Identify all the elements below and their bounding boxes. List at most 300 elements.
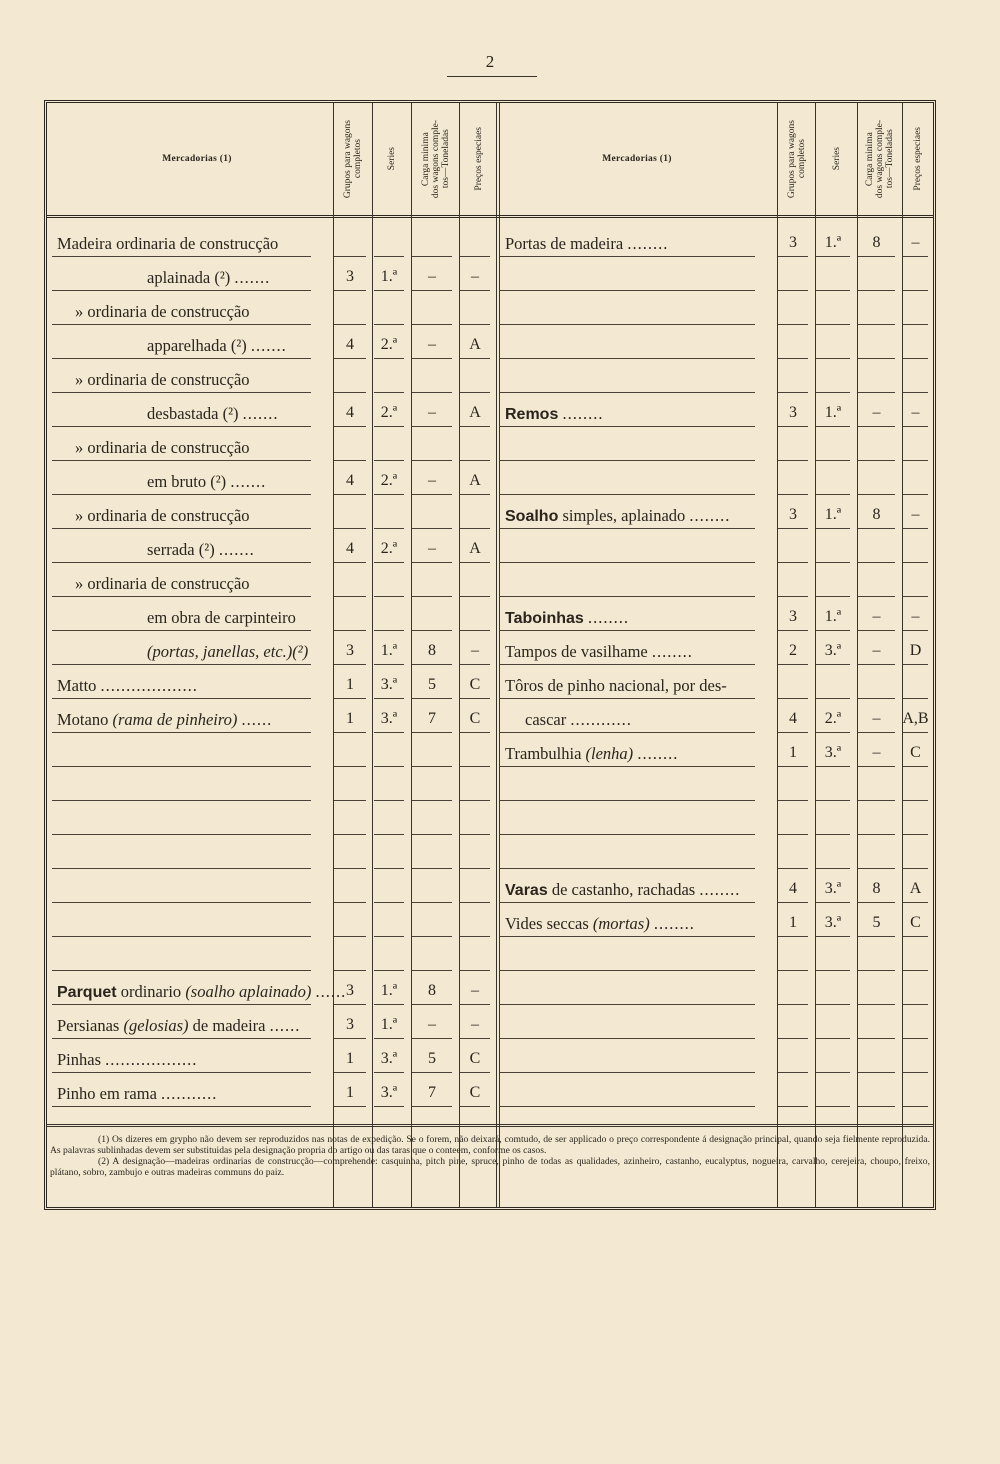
- row-rule: [52, 528, 311, 529]
- center-divider: [496, 103, 500, 1207]
- row-rule: [816, 494, 850, 495]
- row-rule: [903, 392, 928, 393]
- item-label: [505, 744, 678, 764]
- row-rule: [778, 1004, 808, 1005]
- preco-value: A: [469, 404, 481, 421]
- row-rule: [858, 426, 895, 427]
- item-label: [57, 1016, 300, 1036]
- row-rule: [816, 970, 850, 971]
- group-value: 1: [346, 1050, 354, 1067]
- row-rule: [778, 732, 808, 733]
- row-rule: [334, 800, 366, 801]
- row-rule: [500, 596, 755, 597]
- row-rule: [52, 596, 311, 597]
- row-rule: [52, 324, 311, 325]
- row-rule: [52, 1072, 311, 1073]
- item-label: [75, 370, 250, 390]
- item-name: Persianas: [57, 1016, 120, 1035]
- row-rule: [903, 732, 928, 733]
- row-rule: [52, 902, 311, 903]
- item-name: Vides seccas: [505, 914, 589, 933]
- row-rule: [500, 324, 755, 325]
- item-label: [505, 914, 695, 934]
- item-label: [505, 234, 668, 254]
- item-name: Motano: [57, 710, 109, 729]
- series-value: 3.ª: [380, 1084, 398, 1101]
- row-rule: [858, 766, 895, 767]
- series-value: 3.ª: [824, 744, 842, 761]
- group-value: 3: [346, 268, 354, 285]
- item-label: [75, 506, 250, 526]
- row-rule: [374, 290, 404, 291]
- row-rule: [52, 494, 311, 495]
- row-rule: [858, 358, 895, 359]
- row-rule: [778, 1106, 808, 1107]
- item-label: [147, 472, 266, 492]
- page-number-rule: [447, 76, 537, 77]
- row-rule: [460, 902, 490, 903]
- row-rule: [52, 392, 311, 393]
- row-rule: [816, 766, 850, 767]
- item-label: [57, 710, 272, 730]
- group-value: 3: [346, 642, 354, 659]
- row-rule: [460, 392, 490, 393]
- row-rule: [903, 698, 928, 699]
- carga-value: –: [872, 404, 881, 421]
- row-rule: [903, 902, 928, 903]
- row-rule: [374, 630, 404, 631]
- row-rule: [374, 358, 404, 359]
- row-rule: [412, 256, 452, 257]
- preco-value: –: [471, 1016, 479, 1033]
- row-rule: [500, 630, 755, 631]
- carga-value: 8: [428, 642, 436, 659]
- row-rule: [858, 834, 895, 835]
- row-rule: [460, 596, 490, 597]
- item-bold-name: Remos: [505, 406, 559, 423]
- carga-value: 5: [872, 914, 881, 931]
- item-label: [147, 404, 279, 424]
- carga-value: 8: [872, 506, 881, 523]
- row-rule: [334, 766, 366, 767]
- row-rule: [778, 630, 808, 631]
- item-bold-name: Varas: [505, 882, 548, 899]
- row-rule: [374, 936, 404, 937]
- item-label: [57, 1050, 197, 1070]
- row-rule: [858, 902, 895, 903]
- row-rule: [412, 630, 452, 631]
- leader-dots: .......: [250, 336, 287, 355]
- item-name-cont: em bruto (²): [147, 472, 227, 491]
- row-rule: [460, 358, 490, 359]
- item-note: (lenha): [585, 744, 634, 763]
- row-rule: [412, 460, 452, 461]
- item-label: [505, 642, 693, 662]
- item-note: (rama de pinheiro): [112, 710, 238, 729]
- row-rule: [374, 596, 404, 597]
- row-rule: [858, 290, 895, 291]
- carga-value: –: [872, 710, 881, 727]
- row-rule: [412, 1072, 452, 1073]
- row-rule: [858, 630, 895, 631]
- row-rule: [460, 868, 490, 869]
- carga-value: –: [428, 1016, 436, 1033]
- row-rule: [334, 1004, 366, 1005]
- row-rule: [500, 494, 755, 495]
- row-rule: [903, 1038, 928, 1039]
- footnote-rule: [47, 1124, 933, 1127]
- footnote-2: (2) A designação—madeiras ordinarias de construcção—comprehende: casquinha, pitch pine, spruce, pinho de todas as qualidades, azinheiro, castanho, eucalyptus, nogueira, carvalho, cerejeira, choupo, freixo, plátano, sobro, zambujo e outras madeiras communs do paiz.: [50, 1156, 930, 1178]
- row-rule: [52, 970, 311, 971]
- preco-value: A: [909, 880, 922, 897]
- header-series-left: Series: [387, 147, 397, 171]
- series-value: 3.ª: [824, 880, 842, 897]
- group-value: 4: [346, 472, 354, 489]
- row-rule: [334, 868, 366, 869]
- row-rule: [460, 1004, 490, 1005]
- leader-dots: ........: [637, 744, 679, 763]
- row-rule: [903, 1004, 928, 1005]
- row-rule: [903, 528, 928, 529]
- preco-value: C: [910, 744, 921, 761]
- header-precos-right: Preços especiaes: [913, 127, 923, 191]
- row-rule: [374, 426, 404, 427]
- row-rule: [858, 698, 895, 699]
- item-name: simples, aplainado: [562, 506, 686, 525]
- group-value: 1: [789, 744, 797, 761]
- header-grupos-left: Grupos para wagons completos: [343, 119, 363, 199]
- row-rule: [334, 426, 366, 427]
- row-rule: [412, 936, 452, 937]
- row-rule: [903, 290, 928, 291]
- row-rule: [778, 800, 808, 801]
- row-rule: [778, 868, 808, 869]
- row-rule: [334, 936, 366, 937]
- row-rule: [334, 528, 366, 529]
- row-rule: [412, 902, 452, 903]
- leader-dots: ......: [269, 1016, 301, 1035]
- header-carga-right: Carga minima dos wagons comple- tos—Toneladas: [865, 119, 895, 199]
- row-rule: [500, 698, 755, 699]
- row-rule: [500, 1038, 755, 1039]
- item-name: ordinario: [120, 982, 182, 1001]
- row-rule: [412, 358, 452, 359]
- row-rule: [500, 766, 755, 767]
- leader-dots: ...........: [161, 1084, 218, 1103]
- row-rule: [334, 562, 366, 563]
- leader-dots: ..................: [105, 1050, 198, 1069]
- row-rule: [412, 494, 452, 495]
- row-rule: [460, 1106, 490, 1107]
- row-rule: [52, 732, 311, 733]
- leader-dots: ........: [627, 234, 669, 253]
- header-carga-left: Carga minima dos wagons comple- tos—Toneladas: [421, 119, 451, 199]
- row-rule: [412, 1004, 452, 1005]
- row-rule: [858, 970, 895, 971]
- row-rule: [52, 834, 311, 835]
- row-rule: [460, 1038, 490, 1039]
- preco-value: C: [469, 676, 481, 693]
- row-rule: [816, 426, 850, 427]
- carga-value: –: [428, 268, 436, 285]
- group-value: 1: [346, 710, 354, 727]
- row-rule: [460, 290, 490, 291]
- row-rule: [858, 1038, 895, 1039]
- preco-value: C: [469, 1050, 481, 1067]
- row-rule: [460, 1072, 490, 1073]
- group-value: 3: [346, 982, 354, 999]
- row-rule: [374, 256, 404, 257]
- row-rule: [52, 460, 311, 461]
- row-rule: [816, 1072, 850, 1073]
- item-label: [147, 540, 255, 560]
- row-rule: [778, 392, 808, 393]
- row-rule: [412, 324, 452, 325]
- row-rule: [500, 970, 755, 971]
- item-note: (mortas): [592, 914, 650, 933]
- series-value: 1.ª: [824, 506, 842, 523]
- row-rule: [374, 834, 404, 835]
- row-rule: [500, 868, 755, 869]
- row-rule: [778, 698, 808, 699]
- row-rule: [500, 392, 755, 393]
- row-rule: [778, 494, 808, 495]
- series-value: 3.ª: [380, 676, 398, 693]
- row-rule: [412, 834, 452, 835]
- item-name: » ordinaria de construcção: [75, 438, 250, 457]
- row-rule: [460, 970, 490, 971]
- row-rule: [778, 562, 808, 563]
- row-rule: [52, 562, 311, 563]
- row-rule: [500, 426, 755, 427]
- item-label: [57, 982, 346, 1002]
- row-rule: [778, 664, 808, 665]
- leader-dots: .......: [230, 472, 267, 491]
- row-rule: [858, 1004, 895, 1005]
- item-name: » ordinaria de construcção: [75, 370, 250, 389]
- row-rule: [816, 324, 850, 325]
- row-rule: [52, 698, 311, 699]
- item-label: [505, 676, 727, 696]
- row-rule: [412, 596, 452, 597]
- row-rule: [334, 732, 366, 733]
- row-rule: [816, 664, 850, 665]
- row-rule: [500, 800, 755, 801]
- leader-dots: .......: [234, 268, 271, 287]
- leader-dots: .......: [242, 404, 279, 423]
- row-rule: [816, 1004, 850, 1005]
- row-rule: [816, 256, 850, 257]
- row-rule: [778, 358, 808, 359]
- row-rule: [778, 766, 808, 767]
- item-name-cont: em obra de carpinteiro: [147, 608, 296, 627]
- row-rule: [52, 358, 311, 359]
- row-rule: [858, 868, 895, 869]
- item-name-cont: apparelhada (²): [147, 336, 247, 355]
- row-rule: [903, 868, 928, 869]
- item-label: [147, 642, 308, 662]
- preco-value: –: [911, 506, 920, 523]
- item-name: Tampos de vasilhame: [505, 642, 648, 661]
- item-name-tail: de madeira: [192, 1016, 266, 1035]
- row-rule: [903, 834, 928, 835]
- row-rule: [412, 766, 452, 767]
- preco-value: C: [910, 914, 921, 931]
- row-rule: [52, 630, 311, 631]
- series-value: 1.ª: [824, 608, 842, 625]
- row-rule: [858, 494, 895, 495]
- row-rule: [374, 324, 404, 325]
- row-rule: [778, 834, 808, 835]
- row-rule: [903, 1106, 928, 1107]
- row-rule: [778, 1072, 808, 1073]
- row-rule: [52, 290, 311, 291]
- series-value: 1.ª: [380, 268, 398, 285]
- row-rule: [52, 1038, 311, 1039]
- item-label: [147, 268, 270, 288]
- row-rule: [374, 698, 404, 699]
- group-value: 3: [789, 404, 797, 421]
- row-rule: [460, 460, 490, 461]
- row-rule: [500, 358, 755, 359]
- row-rule: [903, 494, 928, 495]
- group-value: 1: [346, 1084, 354, 1101]
- row-rule: [903, 936, 928, 937]
- item-name: Madeira ordinaria de construcção: [57, 234, 279, 253]
- row-rule: [460, 664, 490, 665]
- row-rule: [460, 834, 490, 835]
- row-rule: [334, 834, 366, 835]
- carga-value: 8: [872, 234, 881, 251]
- group-value: 1: [346, 676, 354, 693]
- row-rule: [903, 800, 928, 801]
- row-rule: [334, 902, 366, 903]
- row-rule: [412, 426, 452, 427]
- preco-value: A: [469, 540, 481, 557]
- row-rule: [816, 358, 850, 359]
- series-value: 2.ª: [380, 404, 398, 421]
- group-value: 4: [346, 336, 354, 353]
- row-rule: [903, 1072, 928, 1073]
- row-rule: [334, 630, 366, 631]
- row-rule: [374, 664, 404, 665]
- carga-value: –: [872, 744, 881, 761]
- row-rule: [334, 460, 366, 461]
- row-rule: [374, 562, 404, 563]
- row-rule: [374, 766, 404, 767]
- row-rule: [816, 732, 850, 733]
- item-name-cont: aplainada (²): [147, 268, 231, 287]
- row-rule: [858, 562, 895, 563]
- row-rule: [52, 1004, 311, 1005]
- row-rule: [374, 1106, 404, 1107]
- row-rule: [816, 596, 850, 597]
- row-rule: [412, 800, 452, 801]
- item-label: [505, 404, 603, 424]
- item-label: [505, 608, 629, 628]
- group-value: 4: [346, 540, 354, 557]
- row-rule: [374, 528, 404, 529]
- row-rule: [374, 460, 404, 461]
- row-rule: [858, 256, 895, 257]
- leader-dots: ......: [241, 710, 273, 729]
- series-value: 3.ª: [824, 914, 842, 931]
- row-rule: [412, 290, 452, 291]
- row-rule: [816, 392, 850, 393]
- row-rule: [334, 358, 366, 359]
- row-rule: [374, 800, 404, 801]
- item-name: Portas de madeira: [505, 234, 624, 253]
- row-rule: [334, 1106, 366, 1107]
- row-rule: [816, 290, 850, 291]
- row-rule: [500, 290, 755, 291]
- row-rule: [903, 596, 928, 597]
- item-note: (portas, janellas, etc.)(²): [147, 642, 309, 661]
- series-value: 1.ª: [824, 234, 842, 251]
- row-rule: [52, 256, 311, 257]
- row-rule: [374, 392, 404, 393]
- row-rule: [412, 698, 452, 699]
- row-rule: [334, 290, 366, 291]
- row-rule: [858, 1106, 895, 1107]
- row-rule: [334, 324, 366, 325]
- carga-value: –: [428, 336, 436, 353]
- row-rule: [903, 358, 928, 359]
- row-rule: [858, 1072, 895, 1073]
- row-rule: [816, 868, 850, 869]
- leader-dots: ........: [587, 608, 629, 627]
- row-rule: [460, 732, 490, 733]
- leader-dots: ......: [315, 982, 347, 1001]
- row-rule: [816, 698, 850, 699]
- row-rule: [412, 664, 452, 665]
- item-name-cont: serrada (²): [147, 540, 215, 559]
- header-mercadorias-left: Mercadorias (1): [162, 154, 232, 164]
- item-bold-name: Taboinhas: [505, 610, 584, 627]
- preco-value: A: [469, 336, 481, 353]
- row-rule: [52, 426, 311, 427]
- row-rule: [903, 426, 928, 427]
- item-note: (soalho aplainado): [185, 982, 312, 1001]
- series-value: 3.ª: [380, 1050, 398, 1067]
- row-rule: [374, 970, 404, 971]
- row-rule: [374, 732, 404, 733]
- row-rule: [500, 460, 755, 461]
- preco-value: D: [909, 642, 922, 659]
- item-label: [57, 676, 198, 696]
- carga-value: 5: [428, 676, 436, 693]
- row-rule: [460, 936, 490, 937]
- row-rule: [500, 1004, 755, 1005]
- item-name: Trambulhia: [505, 744, 582, 763]
- row-rule: [374, 868, 404, 869]
- row-rule: [52, 800, 311, 801]
- series-value: 1.ª: [380, 982, 398, 999]
- row-rule: [858, 664, 895, 665]
- row-rule: [903, 256, 928, 257]
- carga-value: 8: [428, 982, 436, 999]
- row-rule: [778, 528, 808, 529]
- preco-value: –: [471, 642, 479, 659]
- row-rule: [858, 460, 895, 461]
- preco-value: –: [911, 608, 920, 625]
- carga-value: 7: [428, 710, 436, 727]
- preco-value: A: [469, 472, 481, 489]
- row-rule: [460, 426, 490, 427]
- row-rule: [778, 256, 808, 257]
- row-rule: [412, 1106, 452, 1107]
- row-rule: [858, 392, 895, 393]
